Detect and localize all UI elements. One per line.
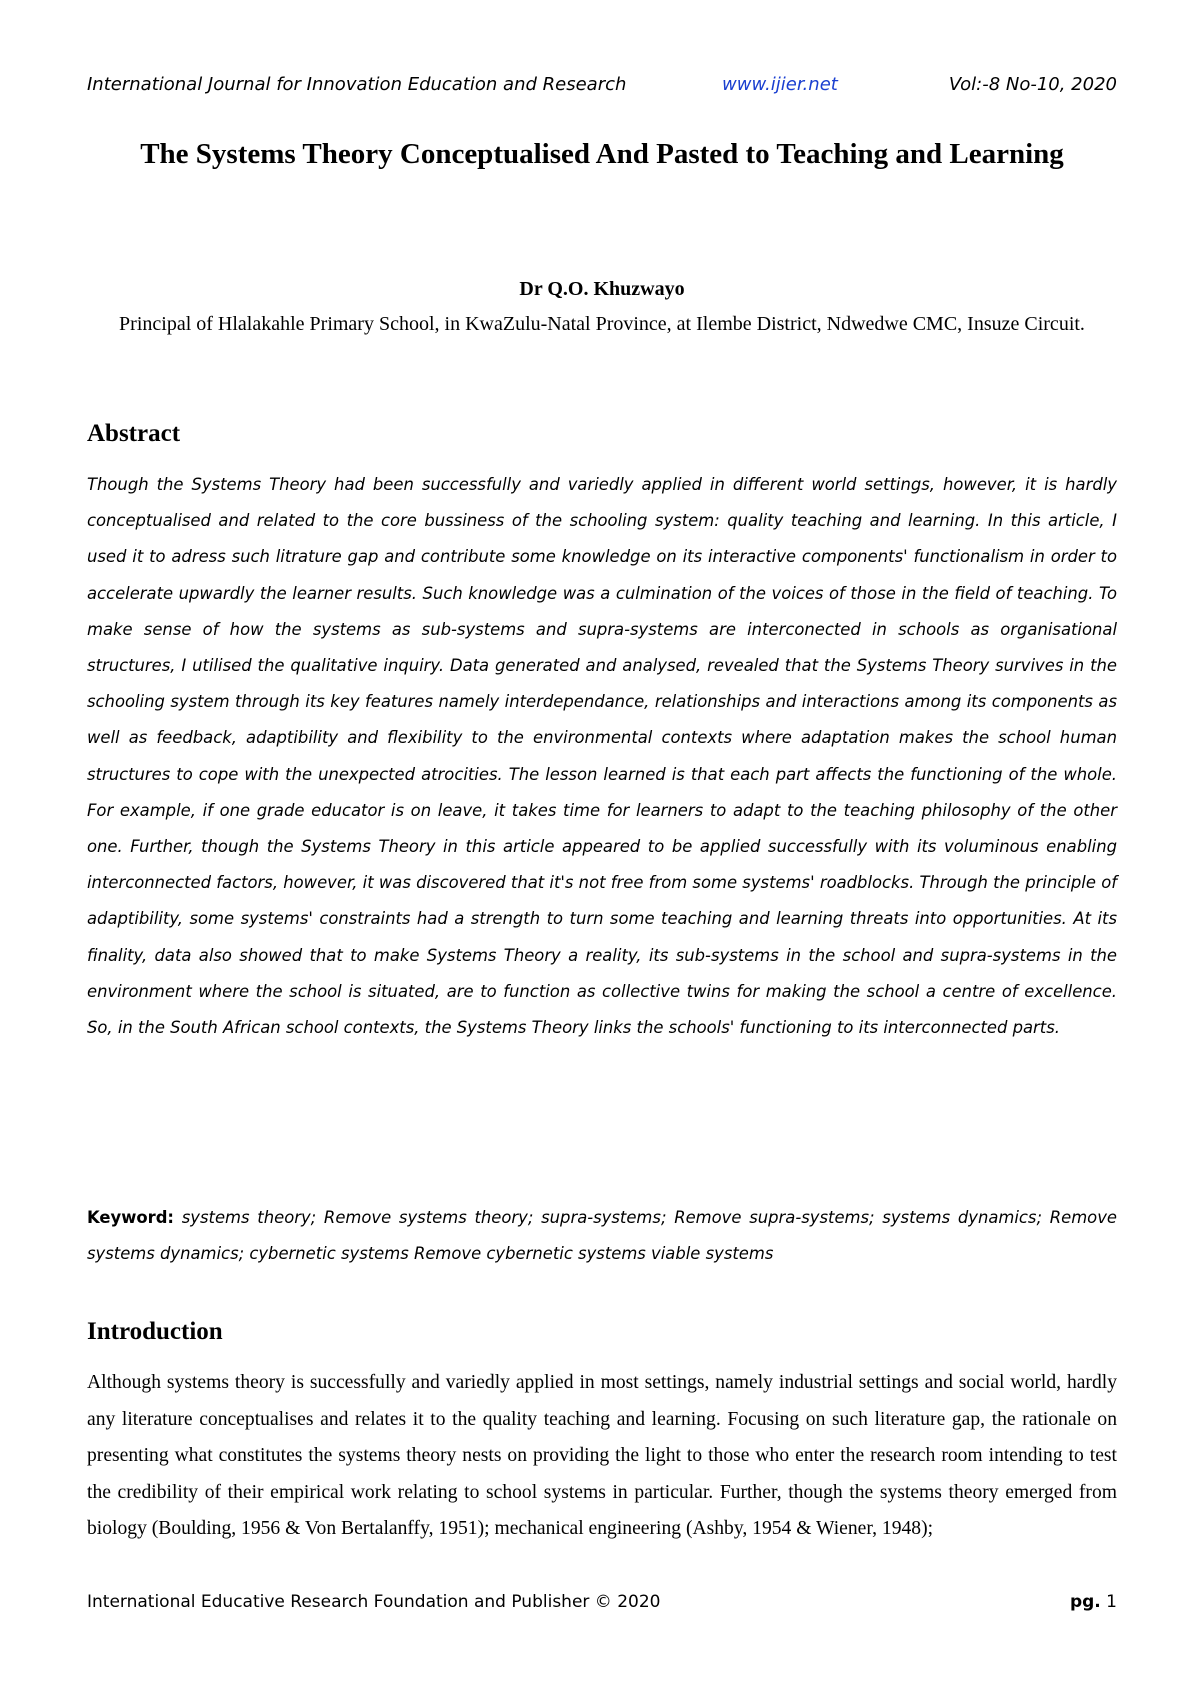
running-footer: [87, 1592, 1117, 1620]
abstract-body: Though the Systems Theory had been successfully and variedly applied in different world settings, however, it is hardly conceptualised and related to the core bussiness of the schooling system: quality teaching and learning. In this article, I used it to adress such litrature gap and contribute some knowledge on its interactive components' functionalism in order to accelerate upwardly the learner results. Such knowledge was a culmination of the voices of those in the field of teaching. To make sense of how the systems as sub-systems and supra-systems are interconected in schools as organisational structures, I utilised the qualitative inquiry. Data generated and analysed, revealed that the Systems Theory survives in the schooling system through its key features namely interdependance, relationships and interactions among its components as well as feedback, adaptibility and flexibility to the environmental contexts where adaptation makes the school human structures to cope with the unexpected atrocities. The lesson learned is that each part affects the functioning of the whole. For example, if one grade educator is on leave, it takes time for learners to adapt to the teaching philosophy of the other one. Further, though the Systems Theory in this article appeared to be applied successfully with its voluminous enabling interconnected factors, however, it was discovered that it's not free from some systems' roadblocks. Through the principle of adaptibility, some systems' constraints had a strength to turn some teaching and learning threats into opportunities. At its finality, data also showed that to make Systems Theory a reality, its sub-systems in the school and supra-systems in the environment where the school is situated, are to function as collective twins for making the school a centre of excellence. So, in the South African school contexts, the Systems Theory links the schools' functioning to its interconnected parts.: [87, 475, 1117, 1038]
introduction-body: Although systems theory is successfully and variedly applied in most settings, namely industrial settings and social world, hardly any literature conceptualises and relates it to the quality teaching and learning. Focusing on such literature gap, the rationale on presenting what constitutes the systems theory nests on providing the light to those who enter the research room intending to test the credibility of their empirical work relating to school systems in particular. Further, though the systems theory emerged from biology (Boulding, 1956 & Von Bertalanffy, 1951); mechanical engineering (Ashby, 1954 & Wiener, 1948);: [87, 1372, 1117, 1539]
paper-page: [87, 0, 1117, 1696]
abstract-heading: Abstract: [87, 420, 181, 447]
introduction-heading: Introduction: [87, 1318, 223, 1345]
author-name: Dr Q.O. Khuzwayo: [519, 278, 685, 300]
journal-volume: Vol:-8 No-10, 2020: [948, 74, 1117, 95]
journal-url-link[interactable]: www.ijier.net: [722, 74, 838, 95]
journal-name: International Journal for Innovation Education and Research: [87, 74, 627, 95]
page-number-value: 1: [1106, 1592, 1117, 1612]
page-number: [1070, 1592, 1117, 1612]
keywords-block: [87, 1200, 1117, 1272]
paper-title: The Systems Theory Conceptualised And Pasted to Teaching and Learning: [140, 138, 1064, 170]
author-affiliation: Principal of Hlalakahle Primary School, in KwaZulu-Natal Province, at Ilembe District, Ndwedwe CMC, Insuze Circuit.: [119, 313, 1085, 335]
running-header: [87, 74, 1117, 104]
publisher-notice: International Educative Research Foundation and Publisher © 2020: [87, 1592, 661, 1612]
keywords-text: systems theory; Remove systems theory; supra-systems; Remove supra-systems; systems dynamics; Remove systems dynamics; cybernetic systems Remove cybernetic systems viable systems: [87, 1208, 1117, 1263]
keywords-label: Keyword:: [87, 1208, 174, 1227]
page-label: pg.: [1069, 1592, 1101, 1612]
